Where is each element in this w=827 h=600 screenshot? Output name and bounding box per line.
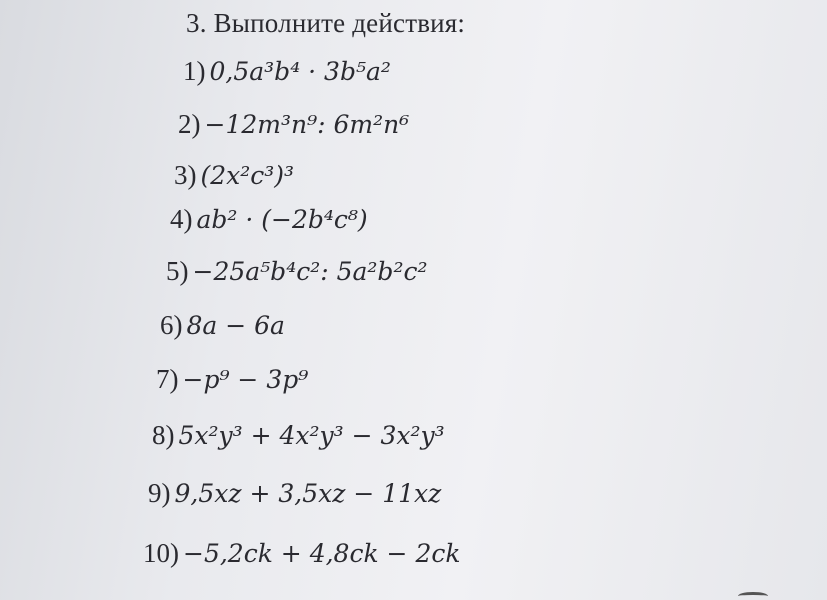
task-item-2 [178, 111, 409, 138]
task-number: 5) [166, 256, 189, 286]
task-item-6 [160, 312, 285, 339]
task-number: 6) [160, 310, 183, 340]
exercise-heading: 3. Выполните действия: [186, 8, 466, 38]
task-item-4 [170, 206, 368, 233]
task-expression: −5,2ck + 4,8ck − 2ck [183, 539, 461, 568]
task-number: 3) [174, 160, 197, 190]
task-number: 2) [178, 109, 201, 139]
task-number: 4) [170, 204, 193, 234]
task-item-9 [148, 480, 441, 507]
task-number: 7) [156, 364, 179, 394]
task-item-5 [166, 258, 428, 285]
task-expression: (2x²c³)³ [200, 161, 295, 190]
task-expression: −12m³n⁹: 6m²n⁶ [204, 110, 410, 139]
task-item-10 [143, 540, 461, 567]
task-item-8 [152, 422, 445, 449]
task-expression: 8a − 6a [186, 311, 285, 340]
task-expression: 5x²y³ + 4x²y³ − 3x²y³ [178, 421, 445, 450]
task-item-1 [183, 58, 391, 85]
task-expression: 0,5a³b⁴ · 3b⁵a² [209, 57, 391, 86]
task-expression: −p⁹ − 3p⁹ [182, 365, 309, 394]
task-item-3 [174, 162, 294, 189]
task-expression: −25a⁵b⁴c²: 5a²b²c² [192, 257, 428, 286]
pencil-mark [738, 592, 768, 600]
task-expression: ab² · (−2b⁴c⁸) [196, 205, 368, 234]
task-number: 1) [183, 56, 206, 86]
task-number: 9) [148, 478, 171, 508]
task-number: 8) [152, 420, 175, 450]
task-expression: 9,5xz + 3,5xz − 11xz [174, 479, 442, 508]
task-item-7 [156, 366, 308, 393]
task-number: 10) [143, 538, 179, 568]
